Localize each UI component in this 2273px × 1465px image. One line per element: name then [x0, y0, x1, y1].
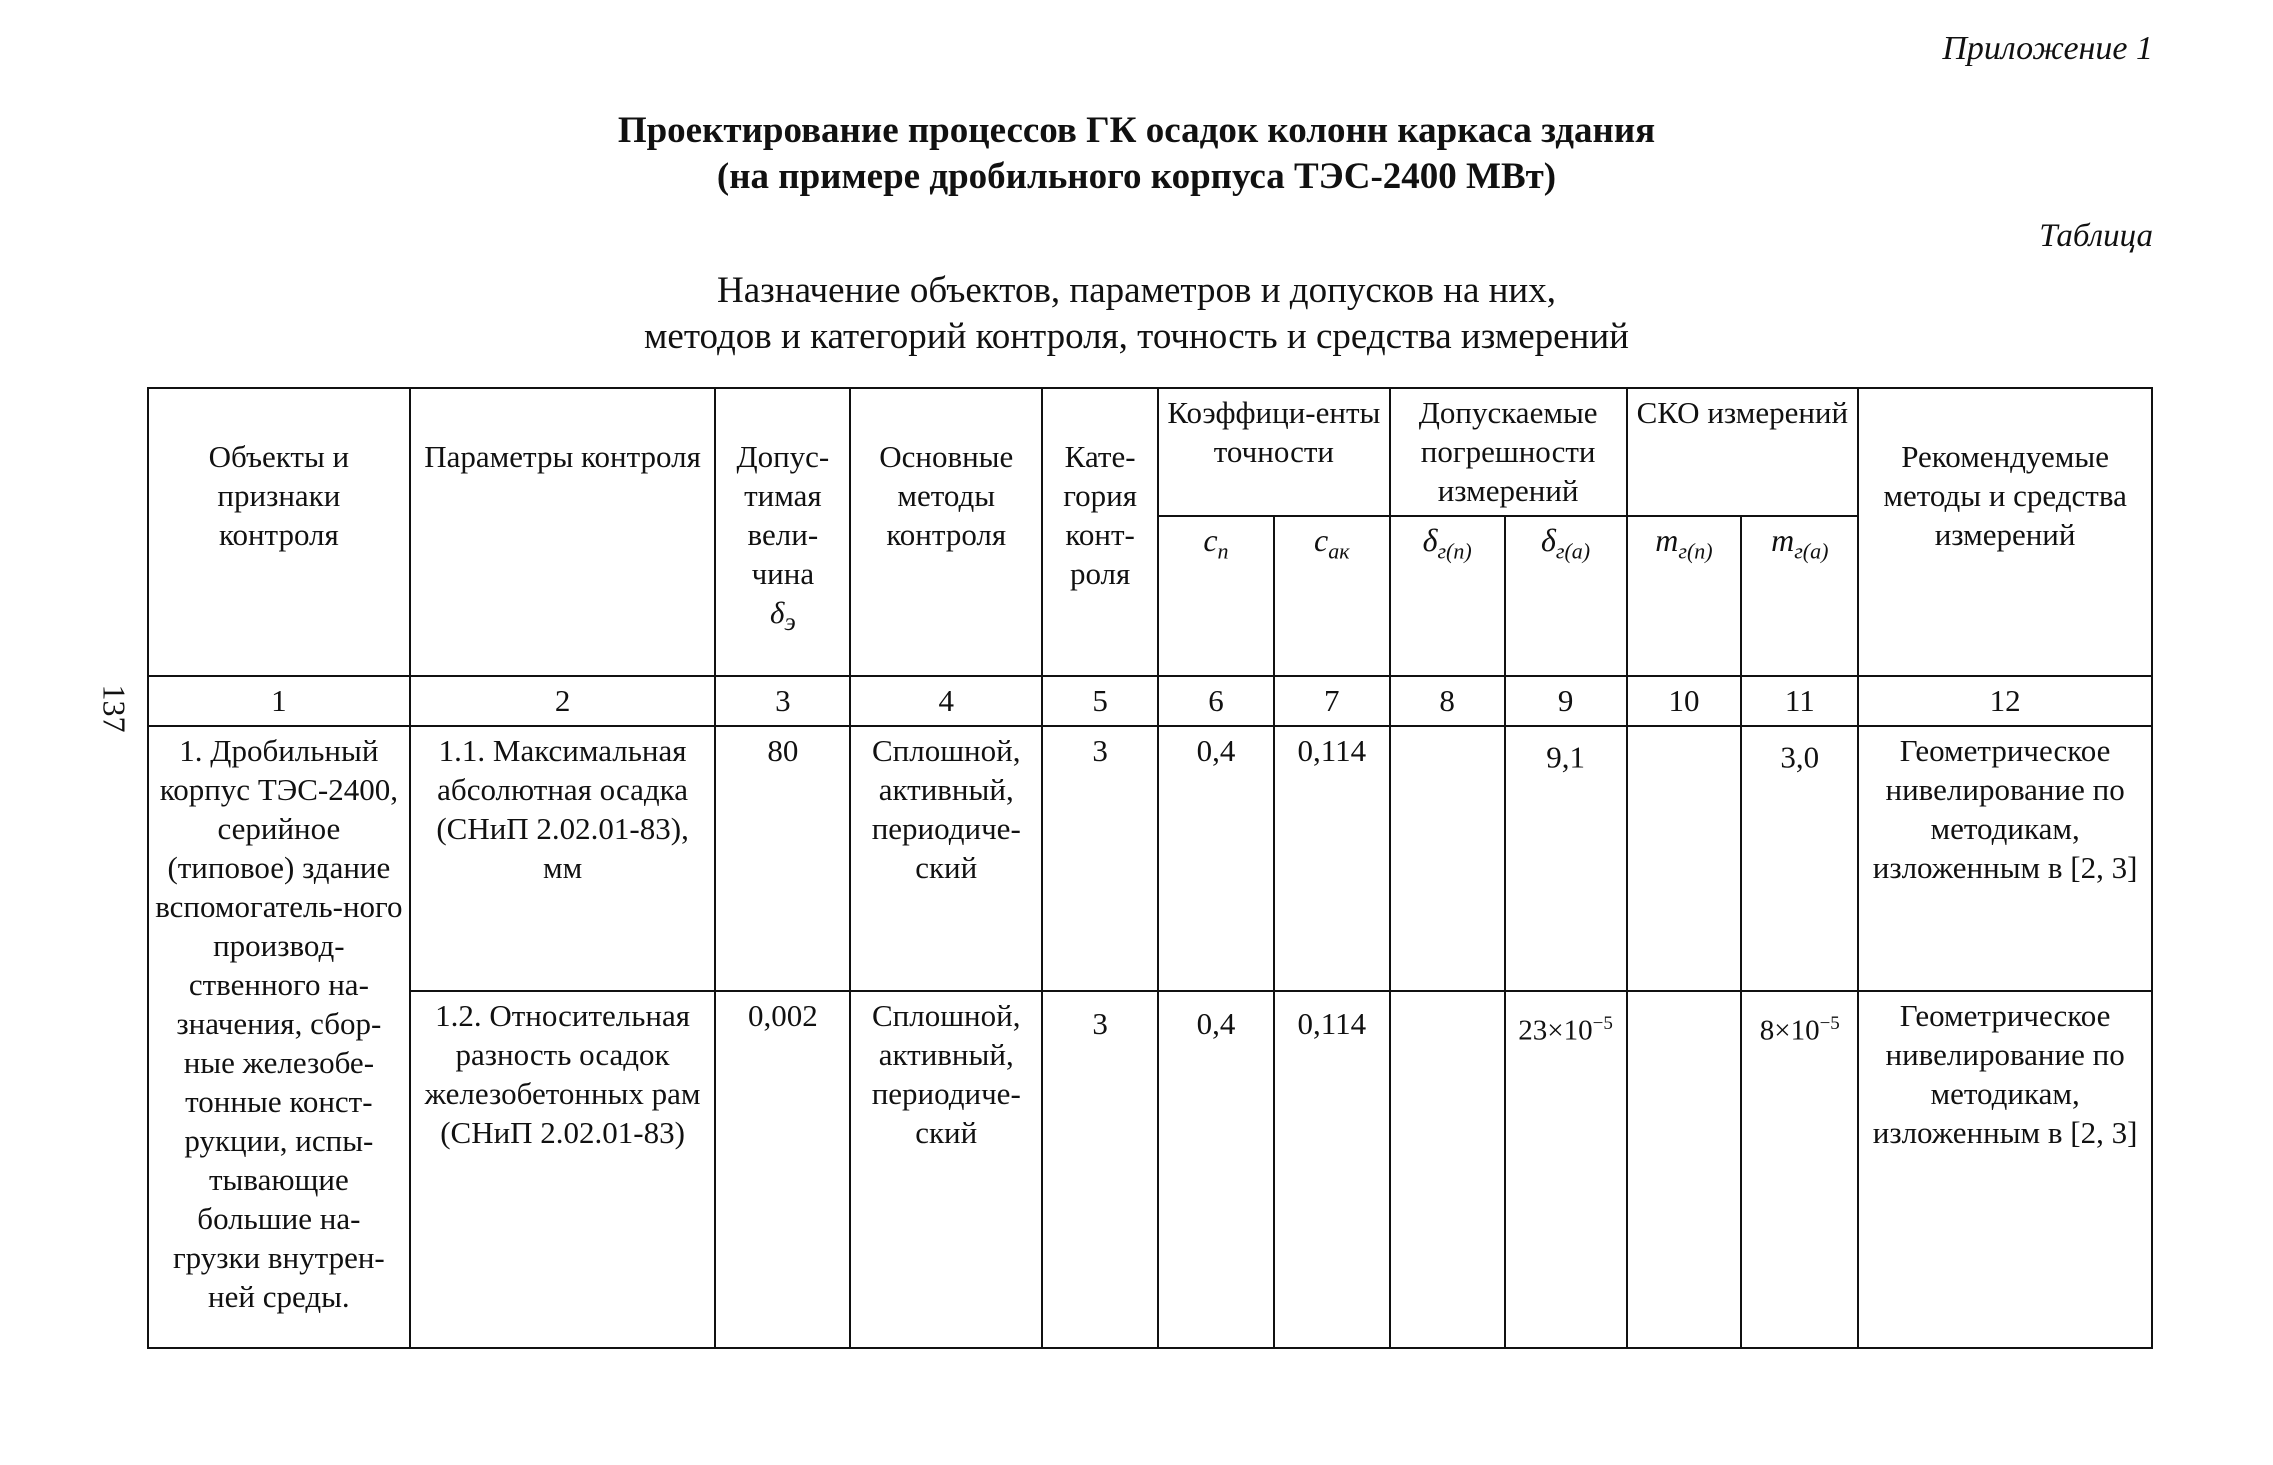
column-number: 3 — [715, 676, 850, 726]
delta-gn-cell — [1390, 991, 1505, 1348]
header-delta-ga: $\delta_{г(а)}$ — [1505, 516, 1627, 676]
header-m-gn: $m_{г(п)}$ — [1627, 516, 1742, 676]
title-line-1: Проектирование процессов ГК осадок колонн каркаса здания — [617, 110, 1656, 151]
recommended-cell: Геометрическое нивелирование по методикам, изложенным в [2, 3] — [1858, 991, 2152, 1348]
header-m-ga: $m_{г(а)}$ — [1741, 516, 1858, 676]
page-number: 137 — [96, 684, 133, 733]
column-number: 8 — [1390, 676, 1505, 726]
header-row-1 — [148, 388, 2152, 516]
method-cell: Сплошной, активный, периодиче-ский — [850, 726, 1042, 991]
header-delta-gn: $\delta_{г(п)}$ — [1390, 516, 1505, 676]
delta-ga-cell: 9,1 — [1505, 726, 1627, 991]
control-table — [147, 387, 2153, 1349]
m-ga-cell: $8\times 10^{-5}$ — [1741, 991, 1858, 1348]
table-row — [148, 991, 2152, 1348]
param-cell: 1.1. Максимальная абсолютная осадка (СНиП 2.02.01-83), мм — [410, 726, 716, 991]
header-tolerance-symbol: $\delta_э$ — [769, 595, 796, 637]
m-gn-cell — [1627, 991, 1742, 1348]
appendix-label: Приложение 1 — [1942, 30, 2153, 67]
category-cell: 3 — [1042, 991, 1158, 1348]
delta-ga-cell: $23\times 10^{-5}$ — [1505, 991, 1627, 1348]
table-label: Таблица — [2039, 218, 2153, 254]
object-description: 1. Дробильный корпус ТЭС-2400, серийное (типовое) здание вспомогатель-ного производ-ственного на-значения, сбор-ные железобе-тонные конст-рукции, испы-тывающие большие на-грузки внутрен-ней среды. — [148, 726, 410, 1348]
param-cell: 1.2. Относительная разность осадок железобетонных рам (СНиП 2.02.01-83) — [410, 991, 716, 1348]
header-accuracy: Коэффици-енты точности — [1158, 388, 1390, 516]
column-number: 4 — [850, 676, 1042, 726]
header-c-ak: $c_{ак}$ — [1274, 516, 1390, 676]
delta-gn-cell — [1390, 726, 1505, 991]
m-gn-cell — [1627, 726, 1742, 991]
caption-line-2: методов и категорий контроля, точность и средства измерений — [644, 316, 1629, 357]
method-cell: Сплошной, активный, периодиче-ский — [850, 991, 1042, 1348]
column-number: 5 — [1042, 676, 1158, 726]
column-number: 2 — [410, 676, 716, 726]
title-line-2: (на примере дробильного корпуса ТЭС-2400 МВт) — [716, 156, 1557, 197]
m-ga-cell: 3,0 — [1741, 726, 1858, 991]
header-sko: СКО измерений — [1627, 388, 1859, 516]
document-title — [0, 108, 2273, 200]
header-tolerance — [715, 388, 850, 676]
header-tolerance-text: Допус-тимая вели-чина — [736, 439, 830, 591]
header-c-n: $c_п$ — [1158, 516, 1274, 676]
column-number: 7 — [1274, 676, 1390, 726]
caption-line-1: Назначение объектов, параметров и допусков на них, — [717, 270, 1556, 311]
column-number-row — [148, 676, 2152, 726]
column-number: 6 — [1158, 676, 1274, 726]
c-n-cell: 0,4 — [1158, 991, 1274, 1348]
c-ak-cell: 0,114 — [1274, 991, 1390, 1348]
category-cell: 3 — [1042, 726, 1158, 991]
header-recommended: Рекомендуемые методы и средства измерений — [1858, 388, 2152, 676]
header-methods: Основные методы контроля — [850, 388, 1042, 676]
header-errors: Допускаемые погрешности измерений — [1390, 388, 1627, 516]
table-caption — [0, 268, 2273, 360]
column-number: 1 — [148, 676, 410, 726]
column-number: 12 — [1858, 676, 2152, 726]
table-row — [148, 726, 2152, 991]
header-params: Параметры контроля — [410, 388, 716, 676]
column-number: 9 — [1505, 676, 1627, 726]
c-n-cell: 0,4 — [1158, 726, 1274, 991]
tolerance-cell: 0,002 — [715, 991, 850, 1348]
recommended-cell: Геометрическое нивелирование по методикам, изложенным в [2, 3] — [1858, 726, 2152, 991]
header-objects: Объекты и признаки контроля — [148, 388, 410, 676]
column-number: 11 — [1741, 676, 1858, 726]
tolerance-cell: 80 — [715, 726, 850, 991]
c-ak-cell: 0,114 — [1274, 726, 1390, 991]
header-category: Кате-гория конт-роля — [1042, 388, 1158, 676]
column-number: 10 — [1627, 676, 1742, 726]
